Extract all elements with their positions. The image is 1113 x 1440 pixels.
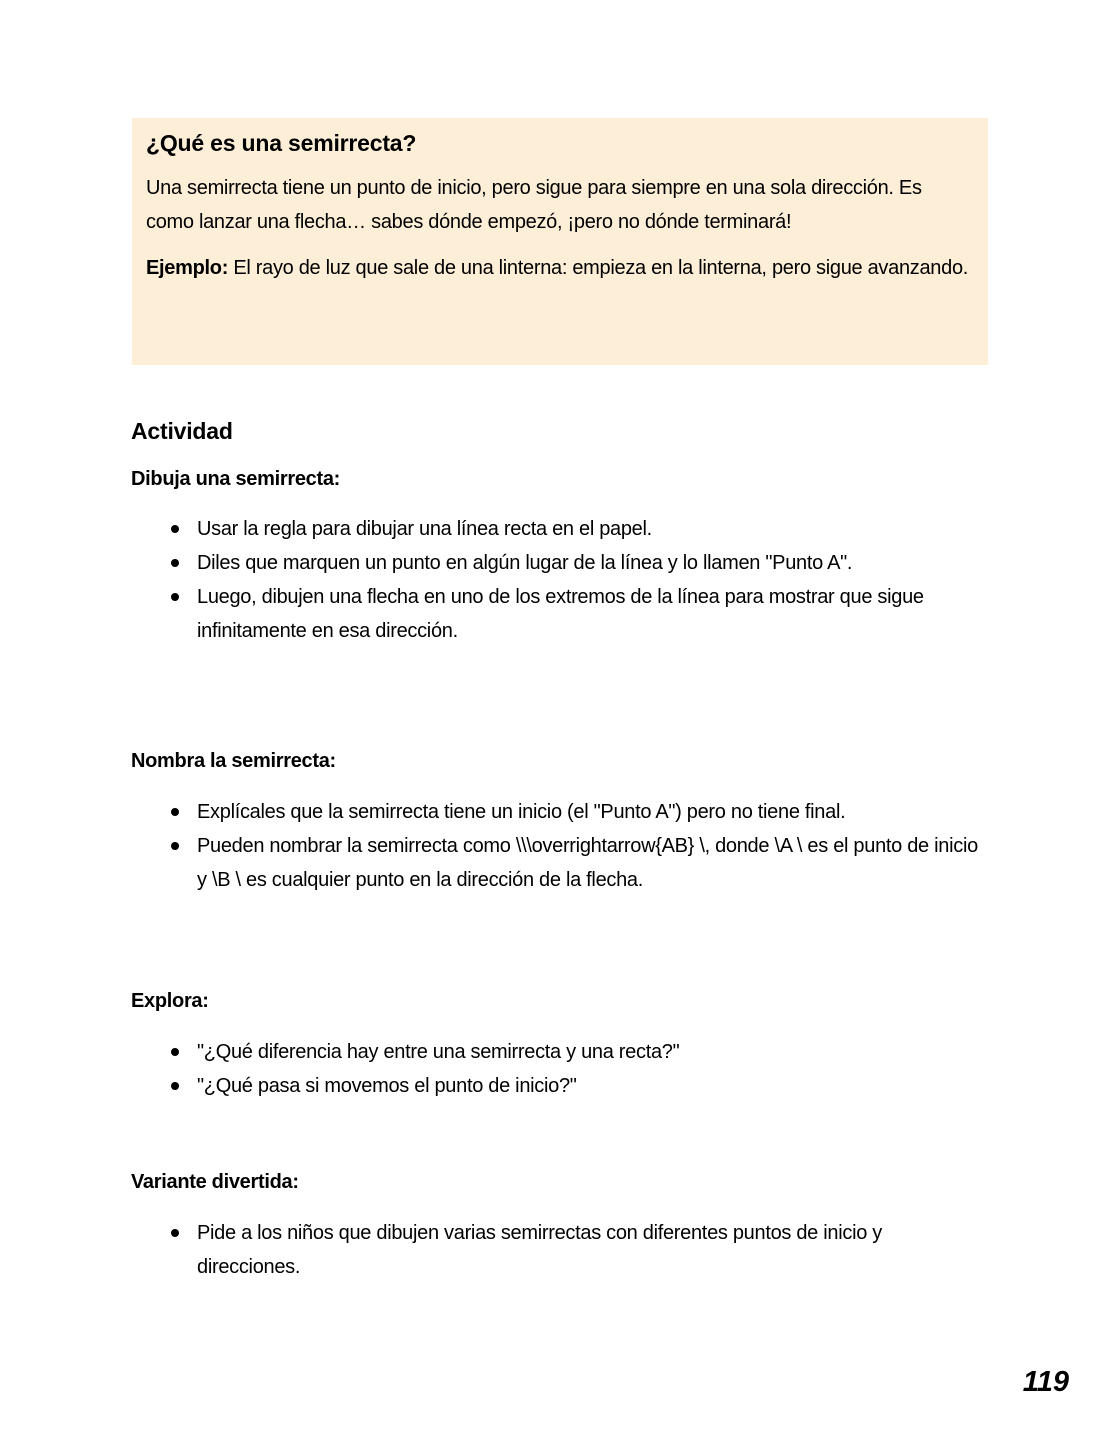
section-title-dibuja: Dibuja una semirrecta: [131,468,341,490]
list-item-text: "¿Qué diferencia hay entre una semirrecta y una recta?" [197,1041,680,1063]
list-item [131,580,991,648]
activity-heading: Actividad [131,418,233,444]
list-item [131,546,991,580]
list-item [131,1035,991,1069]
callout-paragraph: Una semirrecta tiene un punto de inicio, pero sigue para siempre en una sola dirección. Es como lanzar una flecha… sabes dónde empezó, ¡pero no dónde terminará! [146,177,922,233]
list-item [131,1069,991,1103]
list-item-text: Diles que marquen un punto en algún lugar de la línea y lo llamen "Punto A". [197,552,853,574]
example-text: El rayo de luz que sale de una linterna: empieza en la linterna, pero sigue avanzando. [228,257,969,279]
callout-title: ¿Qué es una semirrecta? [146,130,417,156]
bullet-icon [171,559,179,567]
list-item [131,512,991,546]
bullet-icon [171,1229,179,1237]
bullet-icon [171,808,179,816]
section-title-nombra: Nombra la semirrecta: [131,750,336,772]
list-item [131,795,991,829]
list-item-text: Luego, dibujen una flecha en uno de los extremos de la línea para mostrar que sigue infinitamente en esa dirección. [197,586,924,642]
list-item-text: Usar la regla para dibujar una línea recta en el papel. [197,518,652,540]
bullet-icon [171,1082,179,1090]
section-title-variante: Variante divertida: [131,1171,299,1193]
list-item-text: "¿Qué pasa si movemos el punto de inicio?" [197,1075,577,1097]
bullet-icon [171,525,179,533]
list-item [131,829,991,897]
section-list-variante [131,1216,991,1284]
list-item-text: Pueden nombrar la semirrecta como \\\overrightarrow{AB} \, donde \A \ es el punto de inicio y \B \ es cualquier punto en la dirección de la flecha. [197,835,978,891]
example-label: Ejemplo: [146,257,229,279]
section-list-nombra [131,795,991,897]
section-title-explora: Explora: [131,990,209,1012]
list-item [131,1216,991,1284]
bullet-icon [171,593,179,601]
definition-callout [132,118,988,365]
bullet-icon [171,842,179,850]
section-list-dibuja [131,512,991,648]
page-number: 119 [1022,1366,1069,1398]
section-list-explora [131,1035,991,1103]
bullet-icon [171,1048,179,1056]
callout-example [146,251,974,285]
list-item-text: Explícales que la semirrecta tiene un inicio (el "Punto A") pero no tiene final. [197,801,846,823]
list-item-text: Pide a los niños que dibujen varias semirrectas con diferentes puntos de inicio y direcciones. [197,1222,882,1278]
